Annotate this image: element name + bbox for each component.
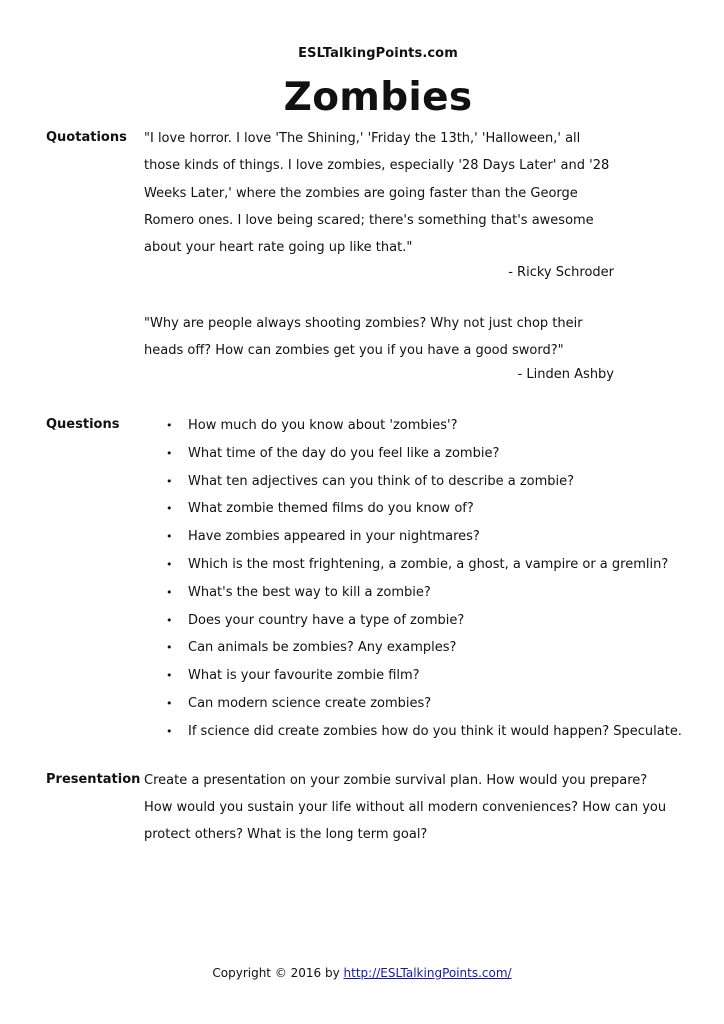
question-item: • Have zombies appeared in your nightmares?	[144, 523, 684, 551]
question-item: • What time of the day do you feel like a zombie?	[144, 440, 684, 468]
presentation-label: Presentation	[46, 772, 141, 787]
question-item: • Does your country have a type of zombie?	[144, 607, 684, 635]
quotation-2-author: - Linden Ashby	[517, 367, 614, 382]
question-item: • How much do you know about 'zombies'?	[144, 412, 684, 440]
presentation-text: Create a presentation on your zombie survival plan. How would you prepare? How would you sustain your life without all modern conveniences? How can you protect others? What is the long term goal?	[144, 773, 667, 843]
footer-link[interactable]: http://ESLTalkingPoints.com/	[343, 966, 512, 980]
quotation-1-text: "I love horror. I love 'The Shining,' 'Friday the 13th,' 'Halloween,' all those kinds of things. I love zombies, especially '28 Days Later' and '28 Weeks Later,' where the zombies are going faster than the George Romero ones. I love being scared; there's something that's awesome about your heart rate going up like that."	[144, 131, 610, 256]
question-item: • What zombie themed films do you know of?	[144, 495, 684, 523]
question-item: • What ten adjectives can you think of to describe a zombie?	[144, 468, 684, 496]
copyright-text: Copyright © 2016 by	[212, 966, 344, 980]
question-item: • Can modern science create zombies?	[144, 690, 684, 718]
question-item: • What is your favourite zombie film?	[144, 662, 684, 690]
footer	[0, 966, 724, 980]
quotation-1-author: - Ricky Schroder	[508, 265, 614, 280]
page-title: Zombies	[283, 75, 473, 120]
questions-label: Questions	[46, 417, 120, 432]
quotation-2-text: "Why are people always shooting zombies? Why not just chop their heads off? How can zombies get you if you have a good sword?"	[144, 316, 583, 359]
quotations-label: Quotations	[46, 130, 127, 145]
question-item: • What's the best way to kill a zombie?	[144, 579, 684, 607]
question-item: • Can animals be zombies? Any examples?	[144, 634, 684, 662]
question-item: • If science did create zombies how do you think it would happen? Speculate.	[144, 718, 684, 746]
question-item: • Which is the most frightening, a zombie, a ghost, a vampire or a gremlin?	[144, 551, 684, 579]
site-name: ESLTalkingPoints.com	[298, 46, 458, 61]
questions-list	[144, 412, 684, 746]
